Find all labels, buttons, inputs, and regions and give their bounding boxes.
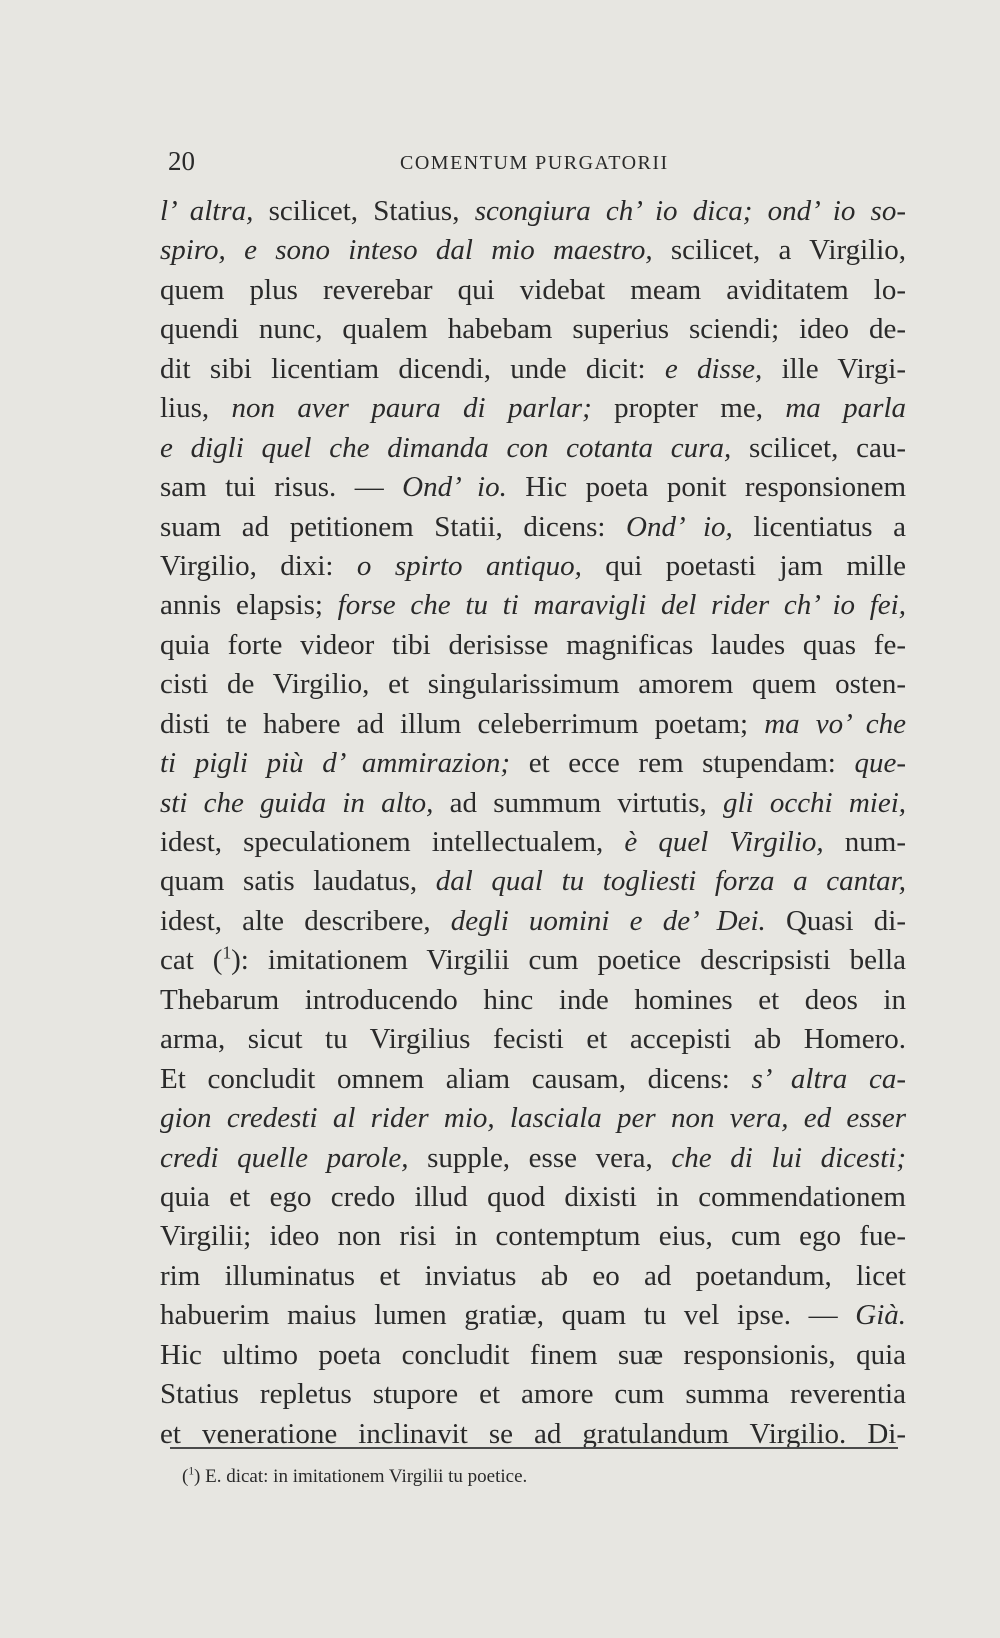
text-segment: ille Virgi- — [762, 352, 907, 385]
text-segment: quam satis laudatus, — [160, 865, 436, 898]
text-segment: Hic poeta ponit responsionem — [506, 471, 906, 504]
italic-quotation: sti che guida in alto, — [160, 786, 434, 819]
footnote-reference: 1 — [222, 942, 232, 963]
italic-quotation: s’ altra ca- — [751, 1062, 906, 1095]
text-line — [160, 429, 906, 468]
text-segment: scilicet, cau- — [731, 431, 906, 464]
text-segment: Virgilio, dixi: — [160, 549, 357, 582]
text-segment: propter me, — [591, 392, 786, 425]
italic-quotation: Ond’ io. — [402, 471, 507, 504]
text-segment: scilicet, Statius, — [253, 195, 475, 227]
text-line — [160, 231, 906, 270]
text-segment: quia et ego credo illud quod dixisti in commendationem — [160, 1180, 906, 1213]
text-segment: cisti de Virgilio, et singularissimum amorem quem osten- — [160, 668, 906, 701]
text-line — [160, 310, 906, 349]
text-line — [160, 823, 906, 862]
text-segment: et veneratione inclinavit se ad gratulandum Virgilio. Di- — [160, 1417, 906, 1450]
italic-quotation: que- — [854, 747, 907, 780]
text-line — [160, 1139, 906, 1178]
text-segment: Hic ultimo poeta concludit finem suæ responsionis, quia — [160, 1338, 906, 1371]
text-segment: sam tui risus. — — [160, 471, 403, 504]
text-segment: ): imitationem Virgilii cum poetice descripsisti bella — [231, 944, 906, 977]
text-line — [160, 744, 906, 783]
text-line — [160, 192, 906, 231]
text-segment: quendi nunc, qualem habebam superius sciendi; ideo de- — [160, 313, 906, 346]
text-line — [160, 350, 906, 389]
text-segment: supple, esse vera, — [408, 1141, 672, 1174]
text-line — [160, 1178, 906, 1217]
italic-quotation: è quel Virgilio, — [624, 826, 824, 858]
text-segment: Thebarum introducendo hinc inde homines et deos in — [160, 983, 906, 1016]
italic-quotation: ti pigli più d’ ammirazion; — [160, 747, 511, 780]
text-segment: Statius repletus stupore et amore cum summa reverentia — [160, 1378, 906, 1411]
italic-quotation: Ond’ io, — [626, 510, 733, 543]
italic-quotation: credi quelle parole, — [160, 1141, 409, 1174]
text-segment: quia forte videor tibi derisisse magnificas laudes quas fe- — [160, 628, 906, 661]
italic-quotation: ma parla — [785, 392, 906, 425]
text-segment: licentiatus a — [732, 510, 906, 543]
italic-quotation: e digli quel che dimanda con cotanta cura, — [160, 431, 732, 464]
text-segment: dit sibi licentiam dicendi, unde dicit: — [160, 352, 665, 385]
italic-quotation: non aver paura di parlar; — [231, 392, 592, 425]
italic-quotation: l’ altra, — [160, 195, 254, 227]
text-line — [160, 705, 906, 744]
text-segment: scilicet, a Virgilio, — [652, 234, 906, 267]
text-line — [160, 1217, 906, 1256]
text-line — [160, 941, 906, 980]
text-segment: habuerim maius lumen gratiæ, quam tu vel ipse. — — [160, 1299, 856, 1332]
page-header — [160, 146, 900, 186]
text-segment: annis elapsis; — [160, 589, 338, 622]
text-line — [160, 1099, 906, 1138]
text-line — [160, 862, 906, 901]
text-line — [160, 586, 906, 625]
text-line — [160, 1060, 906, 1099]
text-line — [160, 508, 906, 547]
italic-quotation: scongiura ch’ io dica; ond’ io so- — [474, 195, 906, 227]
text-segment: quem plus reverebar qui videbat meam aviditatem lo- — [160, 273, 906, 306]
text-segment: cat ( — [160, 944, 223, 977]
text-segment: lius, — [160, 392, 232, 425]
text-line — [160, 1257, 906, 1296]
text-line — [160, 626, 906, 665]
text-segment: Quasi di- — [765, 904, 906, 937]
text-segment: qui poetasti jam mille — [581, 549, 906, 582]
italic-quotation: o spirto antiquo, — [356, 549, 582, 582]
footnote: ($^1$) E. dicat: in imitationem Virgilii tu poetice. — [182, 1465, 528, 1487]
text-segment: ad summum virtutis, — [433, 786, 723, 819]
text-segment: disti te habere ad illum celeberrimum poetam; — [160, 707, 765, 740]
text-segment: idest, speculationem intellectualem, — [160, 826, 625, 858]
italic-quotation: spiro, e sono inteso dal mio maestro, — [160, 234, 653, 267]
text-segment: idest, alte describere, — [160, 904, 451, 937]
text-line — [160, 468, 906, 507]
text-line — [160, 784, 906, 823]
text-segment: arma, sicut tu Virgilius fecisti et accepisti ab Homero. — [160, 1023, 906, 1056]
text-line — [160, 1020, 906, 1059]
text-line — [160, 547, 906, 586]
italic-quotation: ma vo’ che — [764, 707, 906, 740]
footnote-text: E. dicat: in imitationem Virgilii tu poetice. — [200, 1466, 528, 1487]
text-segment: suam ad petitionem Statii, dicens: — [160, 510, 627, 543]
italic-quotation: Già. — [855, 1299, 906, 1332]
text-line — [160, 1336, 906, 1375]
italic-quotation: gion credesti al rider mio, lasciala per non vera, ed esser — [160, 1102, 906, 1135]
footnote-divider — [170, 1447, 898, 1449]
running-title: COMENTUM PURGATORII — [400, 152, 669, 174]
footnote-marker: 1 — [188, 1465, 195, 1478]
text-line — [160, 1375, 906, 1414]
commentary-text — [160, 192, 906, 1454]
text-line — [160, 271, 906, 310]
italic-quotation: forse che tu ti maravigli del rider ch’ io fei, — [337, 589, 906, 622]
italic-quotation: degli uomini e de’ Dei. — [450, 904, 766, 937]
text-line — [160, 665, 906, 704]
text-line — [160, 389, 906, 428]
text-segment: Virgilii; ideo non risi in contemptum eius, cum ego fue- — [160, 1220, 906, 1253]
text-segment: Et concludit omnem aliam causam, dicens: — [160, 1062, 752, 1095]
italic-quotation: che di lui dicesti; — [671, 1141, 906, 1174]
italic-quotation: gli occhi miei, — [723, 786, 906, 819]
text-line — [160, 1296, 906, 1335]
italic-quotation: e disse, — [664, 352, 763, 385]
text-segment: num- — [823, 826, 906, 858]
text-segment: rim illuminatus et inviatus ab eo ad poetandum, licet — [160, 1259, 906, 1292]
text-line — [160, 981, 906, 1020]
page-number: 20 — [168, 146, 195, 176]
italic-quotation: dal qual tu togliesti forza a cantar, — [435, 865, 906, 898]
text-line — [160, 902, 906, 941]
text-segment: et ecce rem stupendam: — [510, 747, 855, 780]
